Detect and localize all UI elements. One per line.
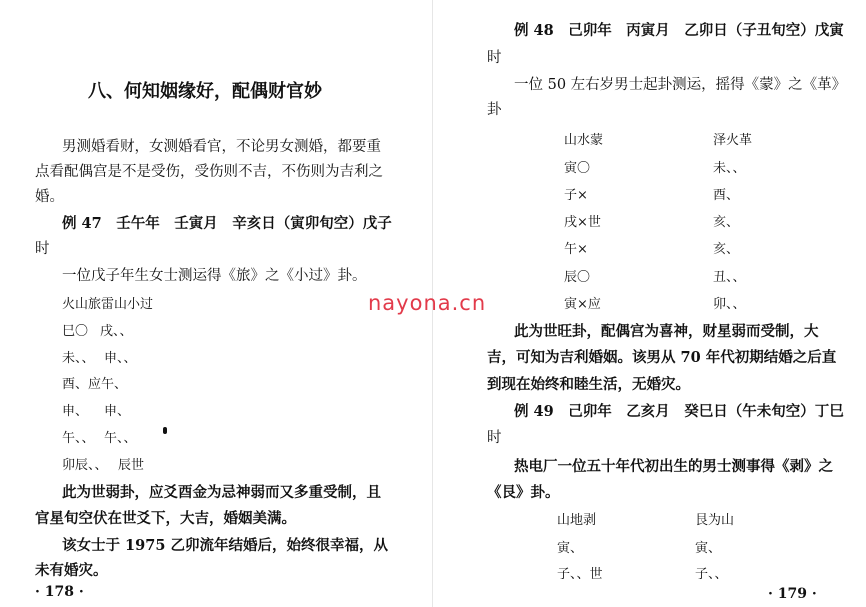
hex-48-row-2-b: 酉、 bbox=[713, 188, 740, 203]
analysis-47-line-4: 未有婚灾。 bbox=[35, 562, 108, 579]
intro-line-3: 婚。 bbox=[35, 189, 64, 205]
page-number-left: · 178 · bbox=[35, 584, 84, 600]
hex-49-row-1-a: 寅、 bbox=[557, 541, 584, 556]
hex-48-left-title: 山水蒙 bbox=[564, 133, 604, 148]
analysis-47-line-2: 官星旬空伏在世爻下，大吉，婚姻美满。 bbox=[35, 510, 296, 527]
hex-47-line-4-a: 申、 bbox=[62, 404, 89, 419]
analysis-48-line-3: 到现在始终和睦生活，无婚灾。 bbox=[487, 376, 690, 393]
hex-48-right-title: 泽火革 bbox=[713, 133, 753, 148]
site-watermark: nayona.cn bbox=[368, 291, 487, 315]
hex-48-row-4-b: 亥、 bbox=[713, 242, 740, 257]
hex-47-line-6-a: 卯辰、、 bbox=[62, 458, 108, 473]
hex-49-row-1-b: 寅、 bbox=[695, 541, 722, 556]
hex-48-row-3-a: 戌×世 bbox=[564, 215, 601, 230]
hex-47-line-6-b: 辰世 bbox=[118, 458, 145, 473]
section-title: 八、何知姻缘好，配偶财官妙 bbox=[88, 81, 322, 102]
analysis-48-line-2: 吉，可知为吉利婚姻。该男从 70 年代初期结婚之后直 bbox=[487, 349, 837, 366]
hex-47-title: 火山旅雷山小过 bbox=[62, 297, 154, 312]
hex-49-left-title: 山地剥 bbox=[557, 513, 597, 528]
analysis-47-line-3: 该女士于 1975 乙卯流年结婚后，始终很幸福，从 bbox=[62, 537, 388, 554]
hex-49-row-2-b: 子、、 bbox=[695, 567, 728, 582]
hex-48-row-5-a: 辰〇 bbox=[564, 270, 591, 285]
example-49-header: 例 49 己卯年 乙亥月 癸巳日（午未旬空）丁巳 bbox=[514, 403, 844, 420]
example-49-text-cont: 《艮》卦。 bbox=[487, 484, 560, 501]
ink-dot bbox=[163, 427, 167, 434]
hex-48-row-4-a: 午× bbox=[564, 242, 588, 257]
intro-line-1: 男测婚看财，女测婚看官，不论男女测婚，都要重 bbox=[62, 139, 381, 155]
hex-47-line-5-b: 午、、 bbox=[104, 431, 137, 446]
page-number-right: · 179 · bbox=[768, 586, 817, 602]
example-48-text: 一位 50 左右岁男士起卦测运，摇得《蒙》之《革》 bbox=[514, 77, 847, 93]
hex-48-row-2-a: 子× bbox=[564, 188, 588, 203]
hex-48-row-6-b: 卯、、 bbox=[713, 297, 746, 312]
example-47-header-cont: 时 bbox=[35, 241, 50, 257]
hex-48-row-1-b: 未、、 bbox=[713, 161, 746, 176]
hex-47-line-3-a: 酉、应午、 bbox=[62, 377, 128, 392]
hex-47-line-5-a: 午、、 bbox=[62, 431, 95, 446]
hex-47-line-1-a: 巳〇 bbox=[62, 324, 89, 339]
hex-48-row-5-b: 丑、、 bbox=[713, 270, 746, 285]
intro-line-2: 点看配偶宫是不是受伤，受伤则不吉，不伤则为吉利之 bbox=[35, 164, 383, 180]
hex-47-line-1-b: 戌、、 bbox=[100, 324, 133, 339]
example-49-header-cont: 时 bbox=[487, 430, 502, 446]
hex-47-line-2-b: 申、、 bbox=[104, 351, 137, 366]
example-47-header: 例 47 壬午年 壬寅月 辛亥日（寅卯旬空）戊子 bbox=[62, 215, 392, 232]
hex-48-row-3-b: 亥、 bbox=[713, 215, 740, 230]
hex-48-row-1-a: 寅〇 bbox=[564, 161, 591, 176]
hex-49-right-title: 艮为山 bbox=[695, 513, 735, 528]
analysis-47-line-1: 此为世弱卦，应爻酉金为忌神弱而又多重受制，且 bbox=[62, 484, 381, 501]
example-48-text-cont: 卦 bbox=[487, 102, 502, 118]
hex-47-line-2-a: 未、、 bbox=[62, 351, 95, 366]
hex-49-row-2-a: 子、、世 bbox=[557, 567, 603, 582]
example-49-text: 热电厂一位五十年代初出生的男士测事得《剥》之 bbox=[514, 458, 833, 475]
analysis-48-line-1: 此为世旺卦，配偶宫为喜神，财星弱而受制，大 bbox=[514, 323, 819, 340]
hex-48-row-6-a: 寅×应 bbox=[564, 297, 601, 312]
hex-47-line-4-b: 申、 bbox=[104, 404, 131, 419]
right-page bbox=[433, 0, 866, 607]
example-47-text: 一位戊子年生女士测运得《旅》之《小过》卦。 bbox=[62, 268, 367, 284]
example-48-header: 例 48 己卯年 丙寅月 乙卯日（子丑旬空）戊寅 bbox=[514, 22, 844, 39]
example-48-header-cont: 时 bbox=[487, 50, 502, 66]
